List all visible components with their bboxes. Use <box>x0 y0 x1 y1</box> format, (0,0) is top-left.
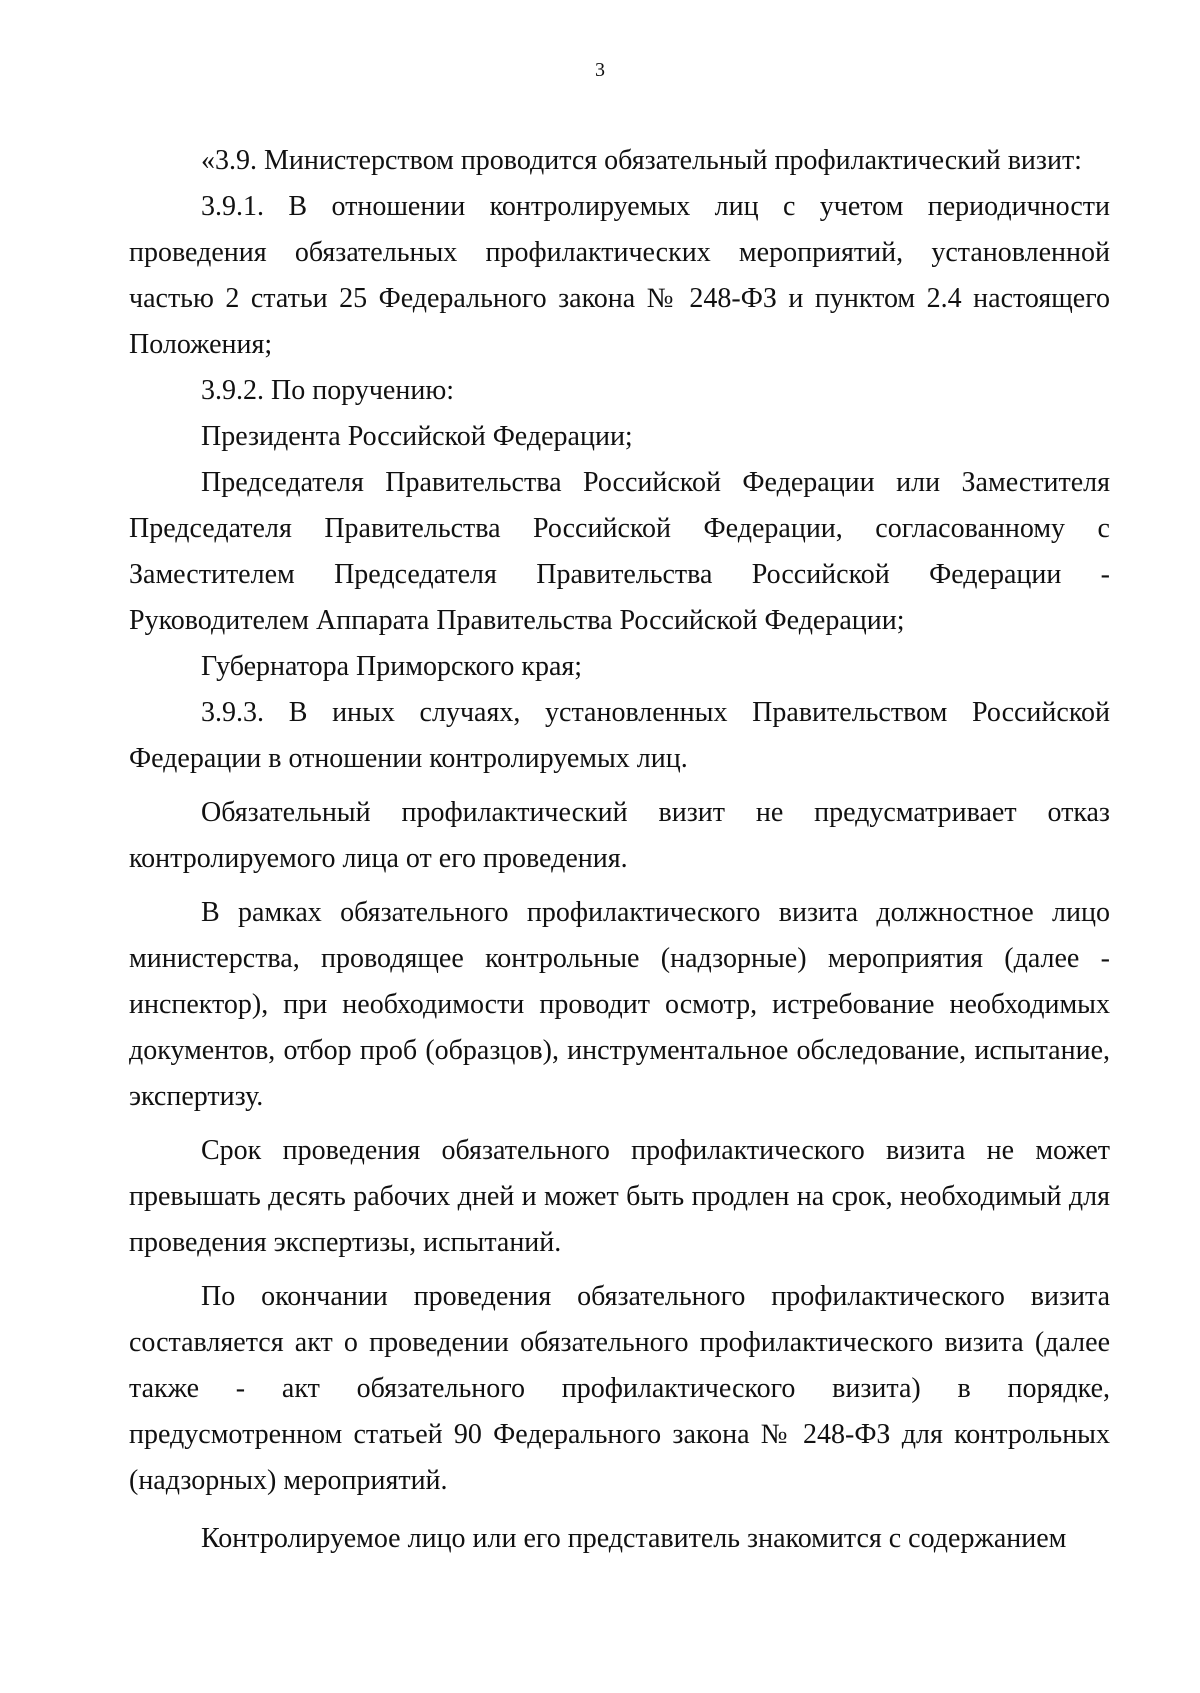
page-number: 3 <box>595 59 605 81</box>
paragraph-no-refusal: Обязательный профилактический визит не предусматривает отказ контролируемого лица от его проведения. <box>129 797 1110 874</box>
paragraph-3-9-1: 3.9.1. В отношении контролируемых лиц с учетом периодичности проведения обязательных профилактических мероприятий, установленной частью 2 статьи 25 Федерального закона № 248-ФЗ и пунктом 2.4 настоящего Положения; <box>129 191 1110 360</box>
paragraph-inspector: В рамках обязательного профилактического визита должностное лицо министерства, проводящее контрольные (надзорные) мероприятия (далее - инспектор), при необходимости проводит осмотр, истребование необходимых документов, отбор проб (образцов), инструментальное обследование, испытание, экспертизу. <box>129 897 1110 1112</box>
paragraph-governor: Губернатора Приморского края; <box>201 651 583 682</box>
paragraph-chairman: Председателя Правительства Российской Федерации или Заместителя Председателя Правительства Российской Федерации, согласованному с Заместителем Председателя Правительства Российской Федерации - Руководителем Аппарата Правительства Российской Федерации; <box>129 467 1110 636</box>
paragraph-act: По окончании проведения обязательного профилактического визита составляется акт о проведении обязательного профилактического визита (далее также - акт обязательного профилактического визита) в порядке, предусмотренном статьей 90 Федерального закона № 248-ФЗ для контрольных (надзорных) мероприятий. <box>129 1281 1110 1496</box>
paragraph-duration: Срок проведения обязательного профилактического визита не может превышать десять рабочих дней и может быть продлен на срок, необходимый для проведения экспертизы, испытаний. <box>129 1135 1110 1258</box>
document-body <box>129 138 1110 1562</box>
paragraph-familiarization: Контролируемое лицо или его представитель знакомится с содержанием <box>201 1523 1067 1554</box>
paragraph-president: Президента Российской Федерации; <box>201 421 633 452</box>
paragraph-3-9-2: 3.9.2. По поручению: <box>201 375 455 406</box>
paragraph-3-9-heading: «3.9. Министерством проводится обязательный профилактический визит: <box>201 145 1082 176</box>
paragraph-3-9-3: 3.9.3. В иных случаях, установленных Правительством Российской Федерации в отношении контролируемых лиц. <box>129 697 1110 774</box>
